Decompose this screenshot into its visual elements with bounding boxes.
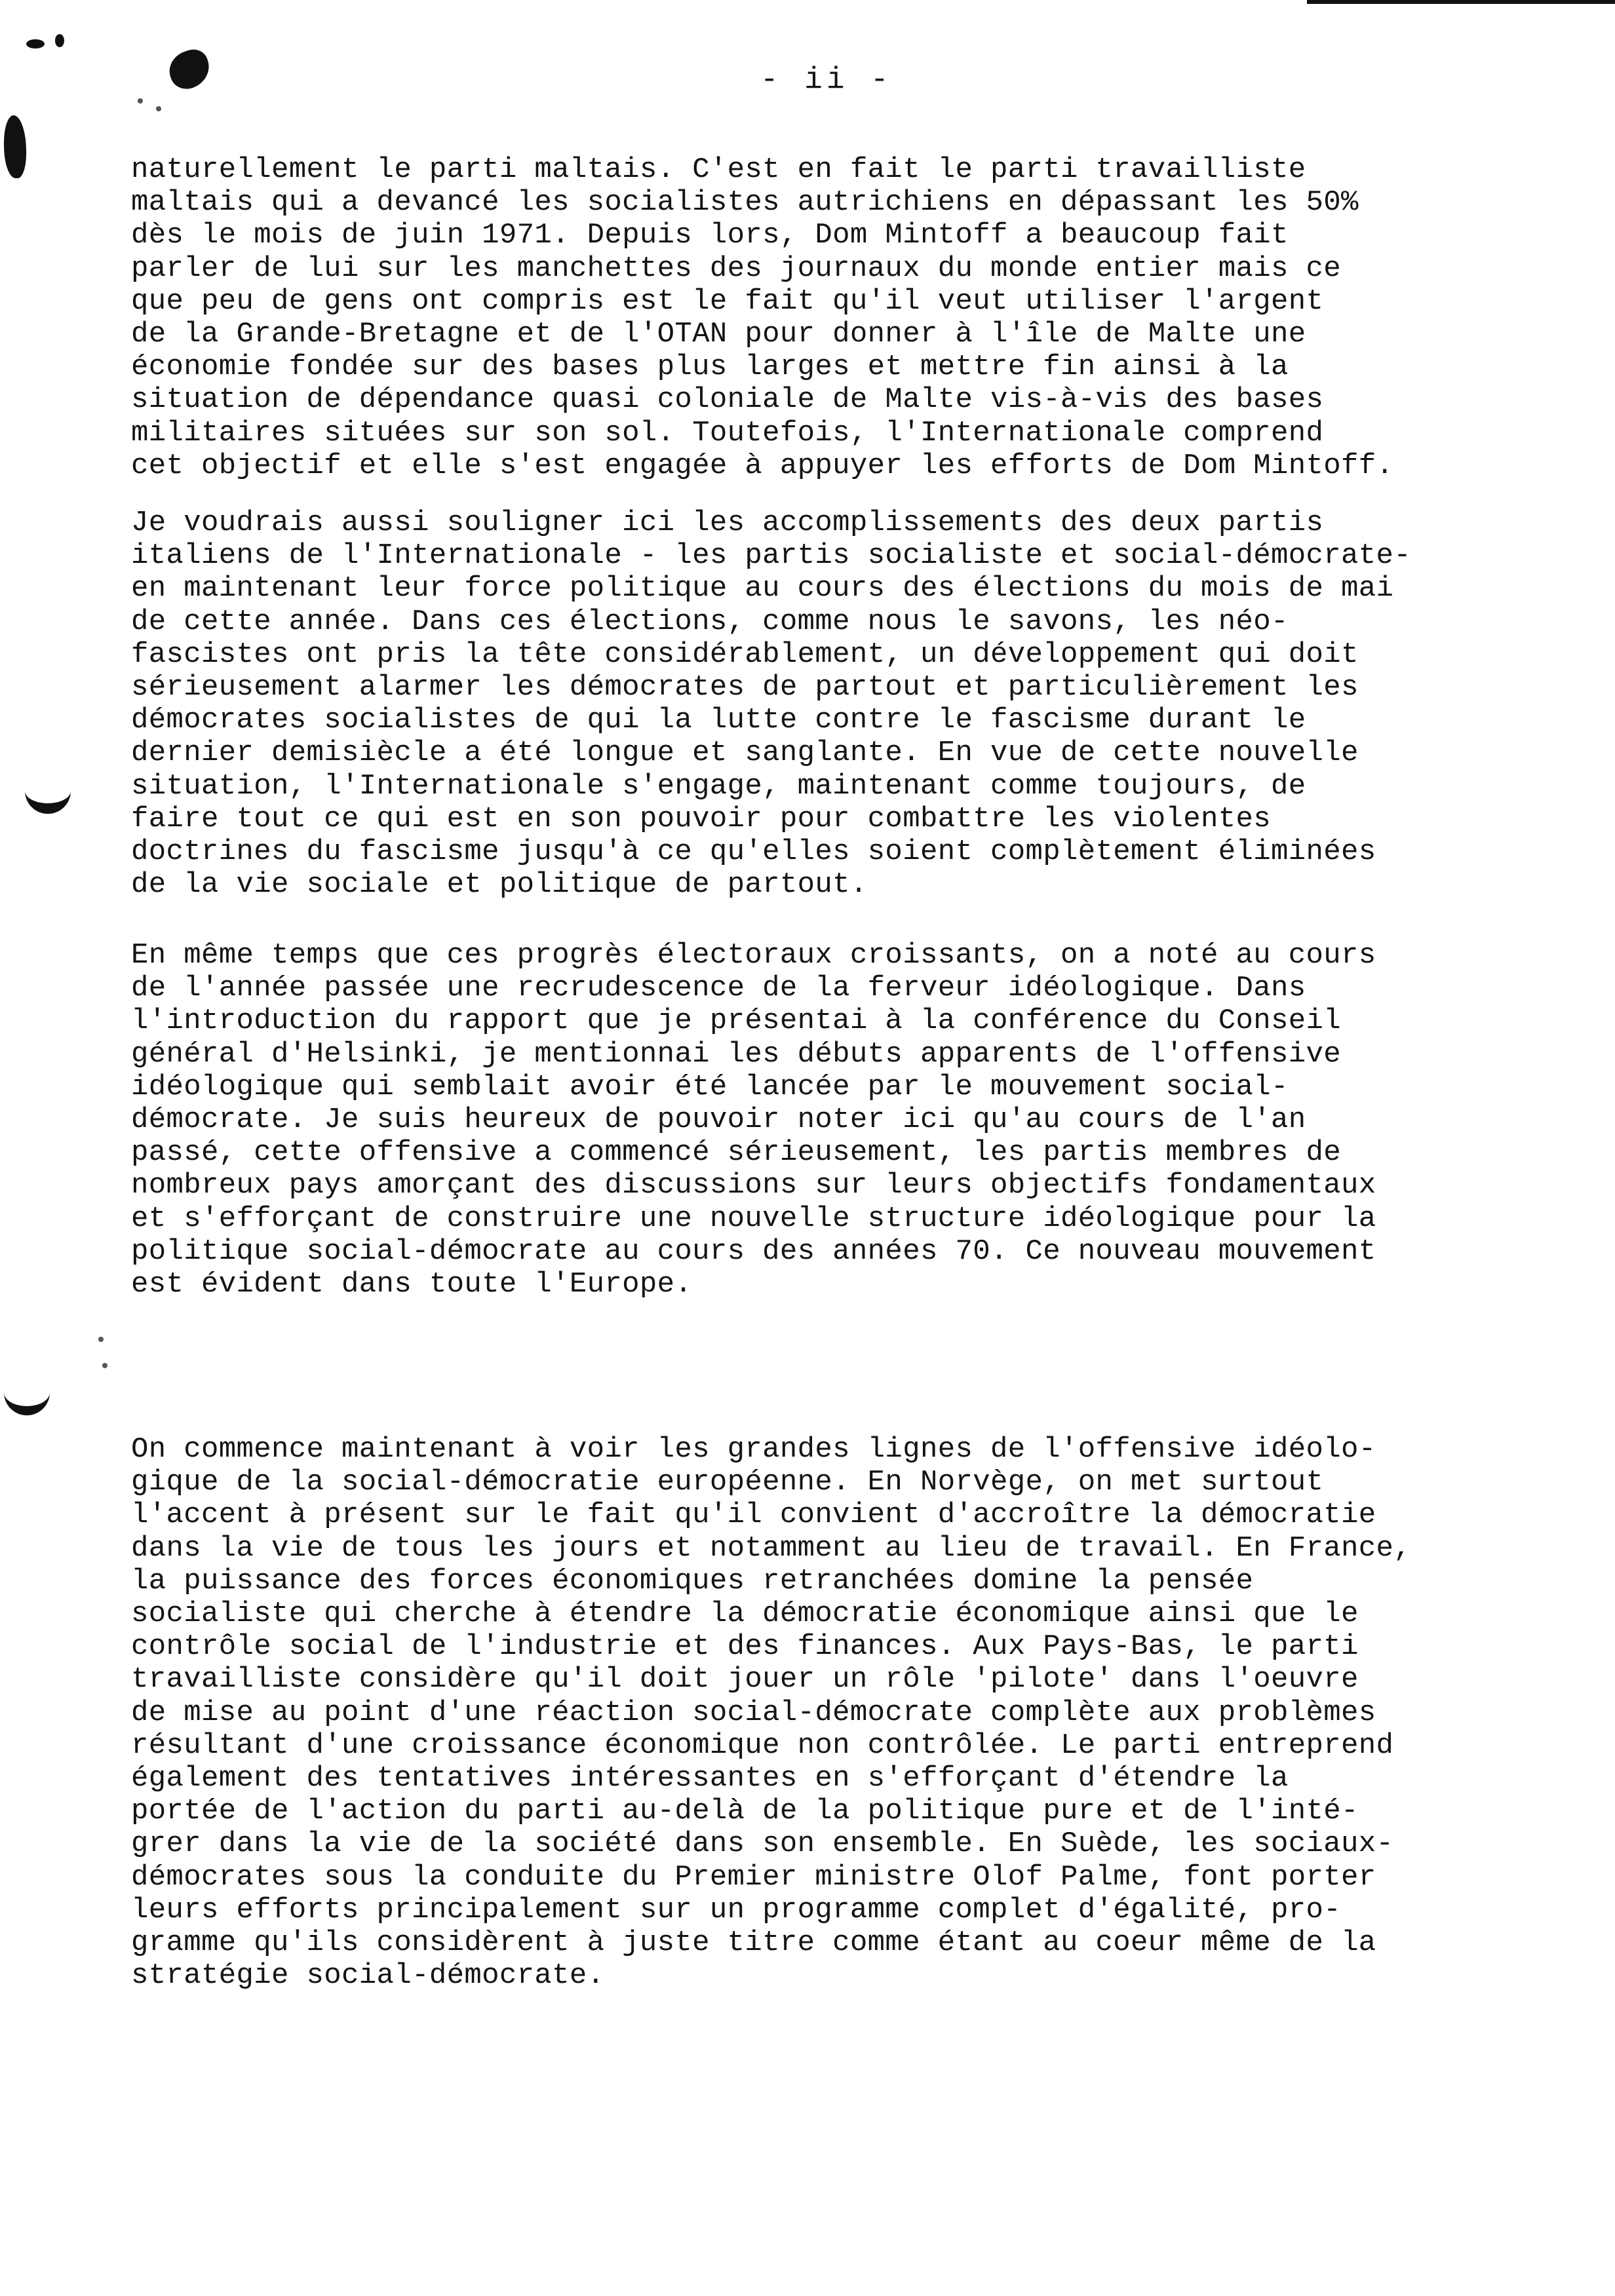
text-line: stratégie social-démocrate.: [131, 1959, 605, 1993]
text-line: en maintenant leur force politique au cours des élections du mois de mai: [131, 572, 1394, 605]
text-line: résultant d'une croissance économique non contrôlée. Le parti entreprend: [131, 1729, 1394, 1762]
text-line: En même temps que ces progrès électoraux croissants, on a noté au cours: [131, 939, 1376, 972]
text-line: de cette année. Dans ces élections, comme nous le savons, les néo-: [131, 605, 1289, 638]
ink-speck: [138, 98, 143, 104]
text-line: est évident dans toute l'Europe.: [131, 1268, 693, 1301]
ink-blot: [55, 34, 64, 47]
text-line: démocrate. Je suis heureux de pouvoir noter ici qu'au cours de l'an: [131, 1103, 1306, 1137]
text-line: démocrates socialistes de qui la lutte contre le fascisme durant le: [131, 704, 1306, 737]
ink-blot: [4, 115, 26, 178]
text-line: de la Grande-Bretagne et de l'OTAN pour donner à l'île de Malte une: [131, 318, 1306, 351]
text-line: nombreux pays amorçant des discussions sur leurs objectifs fondamentaux: [131, 1169, 1376, 1202]
text-line: socialiste qui cherche à étendre la démocratie économique ainsi que le: [131, 1598, 1359, 1631]
text-line: cet objectif et elle s'est engagée à appuyer les efforts de Dom Mintoff.: [131, 449, 1394, 482]
paragraph: [131, 939, 1514, 1301]
text-line: passé, cette offensive a commencé sérieusement, les partis membres de: [131, 1136, 1342, 1170]
text-line: de mise au point d'une réaction social-démocrate complète aux problèmes: [131, 1696, 1376, 1729]
page-number: - ii -: [760, 63, 893, 97]
text-line: On commence maintenant à voir les grandes lignes de l'offensive idéolo-: [131, 1433, 1376, 1466]
text-line: portée de l'action du parti au-delà de la politique pure et de l'inté-: [131, 1795, 1359, 1828]
text-line: leurs efforts principalement sur un programme complet d'égalité, pro-: [131, 1893, 1342, 1926]
text-line: l'introduction du rapport que je présentai à la conférence du Conseil: [131, 1004, 1342, 1038]
text-line: sérieusement alarmer les démocrates de partout et particulièrement les: [131, 671, 1359, 704]
punch-hole-mark: [4, 1387, 50, 1415]
text-line: gique de la social-démocratie européenne. En Norvège, on met surtout: [131, 1466, 1324, 1499]
text-line: grer dans la vie de la société dans son ensemble. En Suède, les sociaux-: [131, 1827, 1394, 1861]
text-line: dans la vie de tous les jours et notamment au lieu de travail. En France,: [131, 1531, 1412, 1565]
ink-speck: [102, 1363, 107, 1368]
ink-blot: [164, 45, 214, 94]
text-line: contrôle social de l'industrie et des finances. Aux Pays-Bas, le parti: [131, 1630, 1359, 1664]
text-line: dès le mois de juin 1971. Depuis lors, Dom Mintoff a beaucoup fait: [131, 219, 1289, 252]
text-line: démocrates sous la conduite du Premier ministre Olof Palme, font porter: [131, 1860, 1376, 1894]
text-line: économie fondée sur des bases plus larges et mettre fin ainsi à la: [131, 351, 1289, 384]
ink-speck: [98, 1337, 104, 1342]
paragraph: [131, 153, 1514, 482]
text-line: italiens de l'Internationale - les partis socialiste et social-démocrate-: [131, 539, 1412, 573]
text-line: dernier demisiècle a été longue et sanglante. En vue de cette nouvelle: [131, 737, 1359, 770]
text-line: travailliste considère qu'il doit jouer un rôle 'pilote' dans l'oeuvre: [131, 1663, 1359, 1696]
text-line: général d'Helsinki, je mentionnai les débuts apparents de l'offensive: [131, 1037, 1342, 1071]
text-line: maltais qui a devancé les socialistes autrichiens en dépassant les 50%: [131, 186, 1359, 220]
text-line: l'accent à présent sur le fait qu'il convient d'accroître la démocratie: [131, 1499, 1376, 1532]
text-line: doctrines du fascisme jusqu'à ce qu'elles soient complètement éliminées: [131, 835, 1376, 869]
text-line: situation, l'Internationale s'engage, maintenant comme toujours, de: [131, 769, 1306, 803]
text-line: naturellement le parti maltais. C'est en fait le parti travailliste: [131, 153, 1306, 186]
text-line: fascistes ont pris la tête considérablement, un développement qui doit: [131, 638, 1359, 671]
ink-speck: [156, 106, 161, 111]
text-line: Je voudrais aussi souligner ici les accomplissements des deux partis: [131, 507, 1324, 539]
text-line: politique social-démocrate au cours des années 70. Ce nouveau mouvement: [131, 1234, 1376, 1268]
paragraph: [131, 1433, 1514, 1992]
text-line: la puissance des forces économiques retranchées domine la pensée: [131, 1564, 1254, 1598]
scan-top-rule: [1307, 0, 1615, 4]
text-line: militaires situées sur son sol. Toutefois, l'Internationale comprend: [131, 416, 1324, 450]
punch-hole-mark: [25, 773, 71, 814]
ink-blot: [26, 39, 45, 48]
text-line: parler de lui sur les manchettes des journaux du monde entier mais ce: [131, 252, 1342, 285]
text-line: et s'efforçant de construire une nouvelle structure idéologique pour la: [131, 1202, 1376, 1235]
text-line: faire tout ce qui est en son pouvoir pour combattre les violentes: [131, 802, 1272, 835]
text-line: idéologique qui semblait avoir été lancée par le mouvement social-: [131, 1070, 1289, 1103]
text-line: de l'année passée une recrudescence de la ferveur idéologique. Dans: [131, 972, 1306, 1005]
text-line: que peu de gens ont compris est le fait qu'il veut utiliser l'argent: [131, 284, 1324, 318]
text-line: de la vie sociale et politique de partout.: [131, 868, 868, 902]
text-line: situation de dépendance quasi coloniale de Malte vis-à-vis des bases: [131, 383, 1324, 417]
text-line: gramme qu'ils considèrent à juste titre comme étant au coeur même de la: [131, 1926, 1376, 1960]
text-line: également des tentatives intéressantes en s'efforçant d'étendre la: [131, 1762, 1289, 1795]
paragraph: [131, 507, 1514, 901]
